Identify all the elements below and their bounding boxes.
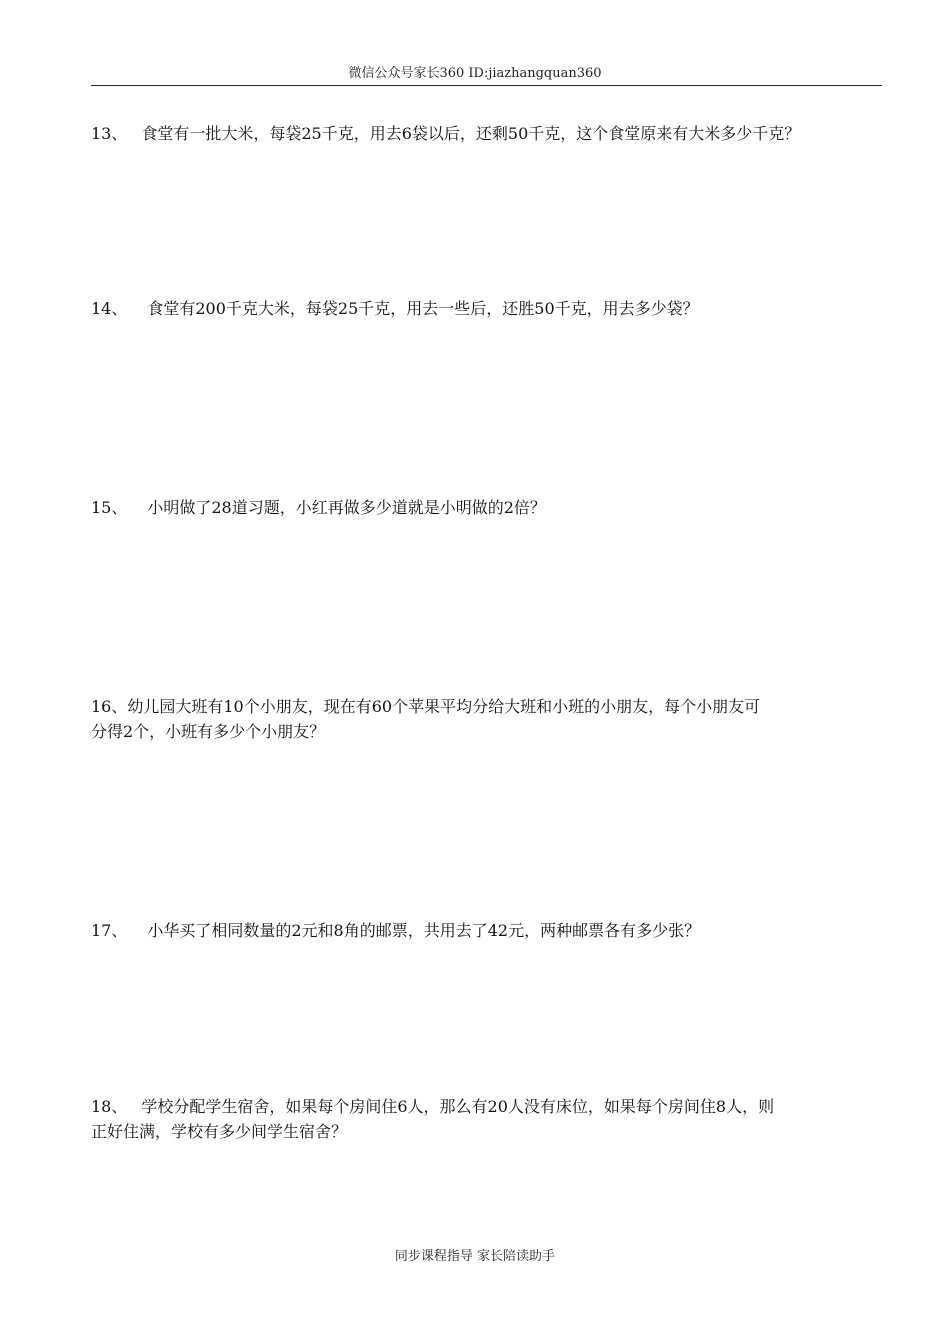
question-text: 小华买了相同数量的2元和8角的邮票，共用去了42元，两种邮票各有多少张？: [147, 921, 701, 940]
question-text-line-1: 学校分配学生宿舍，如果每个房间住6人，那么有20人没有床位，如果每个房间住8人，则: [141, 1097, 775, 1116]
question-number: 17、: [91, 921, 128, 940]
question-text-line-2: 分得2个，小班有多少个小朋友？: [91, 722, 326, 741]
header-divider: [91, 85, 882, 86]
question-13: [91, 121, 891, 146]
question-text-line-1: 幼儿园大班有10个小朋友，现在有60个苹果平均分给大班和小班的小朋友，每个小朋友可: [127, 697, 761, 716]
page-footer: 同步课程指导 家长陪读助手: [394, 1249, 556, 1264]
question-text: 食堂有一批大米，每袋25千克，用去6袋以后，还剩50千克，这个食堂原来有大米多少千克？: [141, 124, 801, 143]
question-text-line-2: 正好住满，学校有多少间学生宿舍？: [91, 1122, 348, 1141]
question-14: [91, 296, 891, 321]
question-number: 18、: [91, 1097, 128, 1116]
question-text: 小明做了28道习题，小红再做多少道就是小明做的2倍？: [147, 498, 546, 517]
page-header: 微信公众号家长360 ID:jiazhangquan360: [348, 66, 602, 81]
question-18: [91, 1094, 891, 1144]
question-15: [91, 495, 891, 520]
question-number: 16、: [91, 697, 128, 716]
question-17: [91, 918, 891, 943]
question-number: 15、: [91, 498, 128, 517]
question-number: 14、: [91, 299, 128, 318]
question-number: 13、: [91, 124, 128, 143]
question-text: 食堂有200千克大米，每袋25千克，用去一些后，还胜50千克，用去多少袋？: [147, 299, 699, 318]
question-16: [91, 694, 891, 744]
